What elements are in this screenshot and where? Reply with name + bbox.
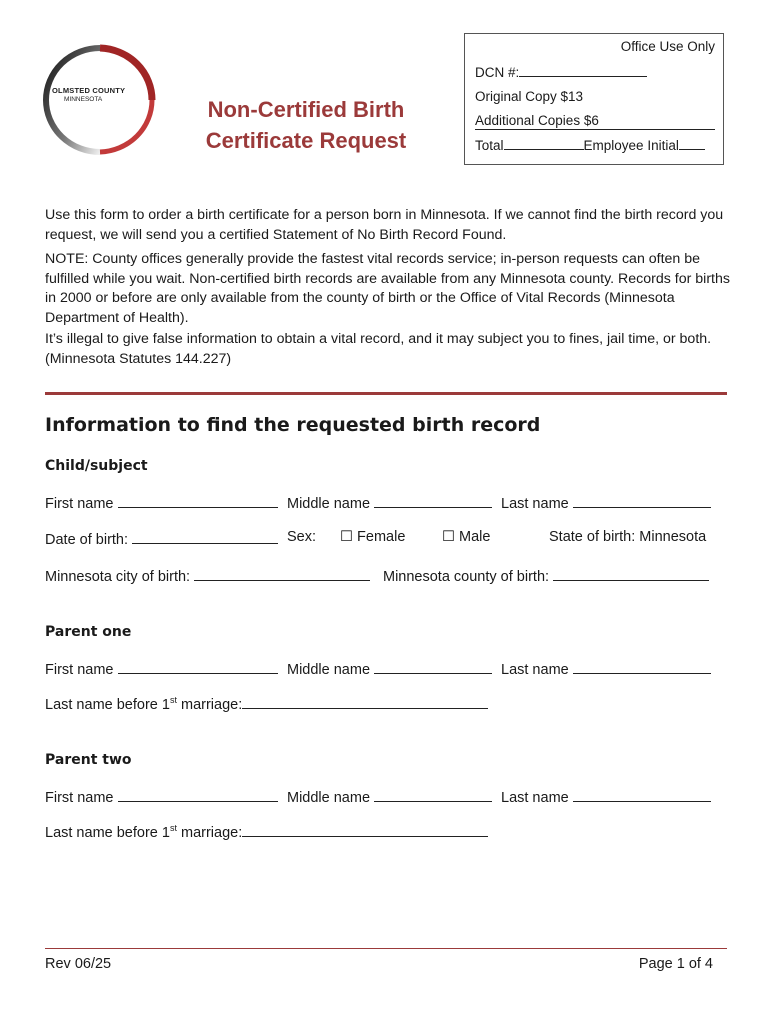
employee-initial-field[interactable] (679, 137, 705, 150)
male-option[interactable] (442, 529, 490, 545)
female-checkbox[interactable]: ☐ (340, 529, 353, 545)
intro-warning-paragraph: It’s illegal to give false information to obtain a vital record, and it may subject you to fines, jail time, or both. (Minnesota Statutes 144.227) (45, 331, 712, 367)
parent-two-last-name-row (501, 787, 711, 806)
child-last-name-field[interactable] (573, 493, 711, 508)
county-logo (40, 44, 158, 156)
child-county-field[interactable] (553, 566, 709, 581)
child-county-label: Minnesota county of birth: (383, 569, 550, 585)
maiden-label-end: marriage: (176, 697, 243, 713)
additional-copies-price: Additional Copies $6 (475, 113, 715, 130)
child-first-name-label: First name (45, 496, 114, 512)
child-first-name-field[interactable] (118, 493, 278, 508)
child-middle-name-label: Middle name (287, 496, 371, 512)
parent-one-first-name-label: First name (45, 662, 114, 678)
parent-one-middle-name-label: Middle name (287, 662, 371, 678)
intro-note-paragraph: NOTE: County offices generally provide the fastest vital records service; in-person requests can often be fulfilled while you wait. Non-certified birth records are available from any Minnesota county. Records for births in 2000 or before are only available from the county of birth or the Office of Vital Records (Minnesota Department of Health). (45, 251, 730, 326)
child-city-label: Minnesota city of birth: (45, 569, 191, 585)
dcn-field[interactable] (519, 64, 647, 77)
parent-one-last-name-field[interactable] (573, 659, 711, 674)
dcn-row (475, 64, 715, 80)
child-middle-name-field[interactable] (374, 493, 492, 508)
logo-title: OLMSTED COUNTY (52, 86, 126, 95)
parent-one-first-name-field[interactable] (118, 659, 278, 674)
title-line-2: Certificate Request (205, 128, 407, 153)
dcn-label: DCN #: (475, 65, 520, 80)
maiden-label-end: marriage: (176, 825, 243, 841)
page-number: Page 1 of 4 (638, 956, 713, 972)
parent-two-first-name-row (45, 787, 278, 806)
parent-one-last-name-row (501, 659, 711, 678)
child-county-row (383, 566, 709, 585)
male-checkbox[interactable]: ☐ (442, 529, 455, 545)
child-sex-label: Sex: (287, 529, 317, 545)
parent-two-maiden-row (45, 822, 488, 841)
child-dob-row (45, 529, 278, 548)
ordinal-suffix: st (169, 823, 177, 834)
office-use-box (464, 33, 724, 165)
parent-one-maiden-field[interactable] (242, 694, 488, 709)
child-heading: Child/subject (45, 458, 148, 474)
title-line-1: Non-Certified Birth (207, 97, 405, 122)
parent-two-maiden-label (45, 825, 242, 841)
male-label: Male (459, 529, 491, 545)
parent-two-heading: Parent two (45, 752, 132, 768)
ordinal-suffix: st (169, 695, 177, 706)
parent-one-maiden-label (45, 697, 242, 713)
state-of-birth: State of birth: Minnesota (549, 529, 707, 545)
child-last-name-label: Last name (501, 496, 569, 512)
footer-divider (45, 948, 727, 949)
parent-one-heading: Parent one (45, 624, 132, 640)
section-divider (45, 392, 727, 395)
total-label: Total (475, 138, 504, 153)
original-copy-price: Original Copy $13 (475, 89, 584, 104)
section-title: Information to find the requested birth record (45, 414, 541, 436)
page-title (186, 94, 426, 156)
parent-two-middle-name-field[interactable] (374, 787, 492, 802)
parent-one-last-name-label: Last name (501, 662, 569, 678)
total-row (475, 137, 715, 153)
revision-label: Rev 06/25 (45, 956, 112, 972)
maiden-label-text: Last name before 1 (45, 697, 170, 713)
child-city-row (45, 566, 370, 585)
total-field[interactable] (504, 137, 584, 150)
employee-initial-label: Employee Initial (583, 138, 679, 153)
child-dob-field[interactable] (132, 529, 278, 544)
child-middle-name-row (287, 493, 492, 512)
parent-one-maiden-row (45, 694, 488, 713)
child-dob-label: Date of birth: (45, 532, 129, 548)
female-label: Female (357, 529, 406, 545)
logo-subtitle: MINNESOTA (64, 96, 103, 103)
parent-two-first-name-label: First name (45, 790, 114, 806)
parent-two-middle-name-label: Middle name (287, 790, 371, 806)
parent-two-middle-name-row (287, 787, 492, 806)
child-last-name-row (501, 493, 711, 512)
intro-paragraph-1: Use this form to order a birth certificate for a person born in Minnesota. If we cannot find the birth record you request, we will send you a certified Statement of No Birth Record Found. (45, 207, 724, 243)
parent-one-middle-name-field[interactable] (374, 659, 492, 674)
female-option[interactable] (340, 529, 405, 545)
parent-one-middle-name-row (287, 659, 492, 678)
parent-two-maiden-field[interactable] (242, 822, 488, 837)
maiden-label-text: Last name before 1 (45, 825, 170, 841)
child-first-name-row (45, 493, 278, 512)
child-city-field[interactable] (194, 566, 370, 581)
parent-two-last-name-field[interactable] (573, 787, 711, 802)
parent-two-last-name-label: Last name (501, 790, 569, 806)
office-use-header: Office Use Only (620, 39, 715, 54)
parent-two-first-name-field[interactable] (118, 787, 278, 802)
parent-one-first-name-row (45, 659, 278, 678)
